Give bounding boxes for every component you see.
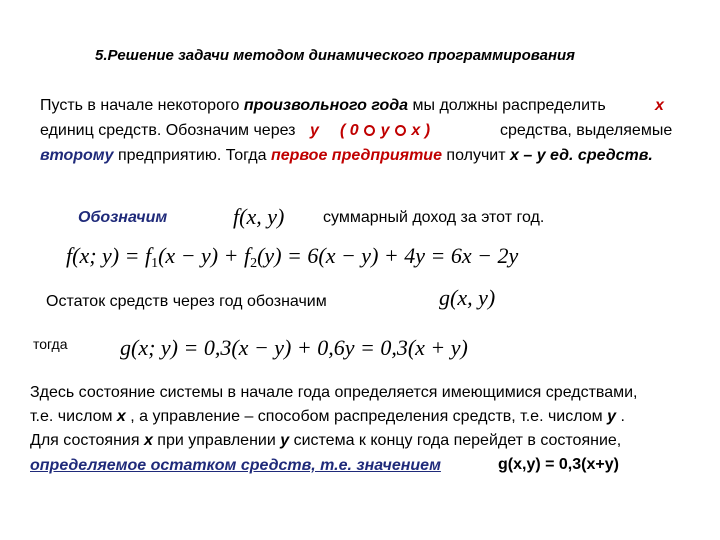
text: .	[616, 408, 625, 425]
args: (x; y) =	[72, 243, 145, 268]
var-x: x	[655, 97, 664, 114]
func-args: (x, y)	[450, 285, 496, 310]
ineq-open: ( 0	[340, 122, 359, 139]
text: получит	[441, 147, 511, 164]
para2-line4: определяемое остатком средств, т.е. значением	[30, 457, 441, 474]
para2-line1: Здесь состояние системы в начале года определяется имеющимися средствами,	[30, 384, 638, 401]
formula-remainder: g(x; y) = 0,3(x − y) + 0,6y = 0,3(x + y)	[120, 335, 468, 360]
leq-symbol-icon	[364, 125, 375, 136]
text: мы должны распределить	[408, 97, 606, 114]
text: предприятию. Тогда	[113, 147, 271, 164]
sub2: 2	[250, 256, 258, 271]
leq-symbol-icon	[395, 125, 406, 136]
text: , а управление – способом распределения средств, т.е. числом	[125, 408, 608, 425]
para1-line1	[40, 97, 606, 115]
func-f: f	[233, 204, 240, 229]
result-formula: g(x,y) = 0,3(x+y)	[498, 456, 619, 473]
ineq-x: x )	[411, 122, 431, 139]
para2-line2	[30, 408, 625, 426]
para1-line2b: средства, выделяемые	[500, 122, 673, 139]
sub1: 1	[151, 256, 159, 271]
text-emph: произвольного года	[243, 97, 409, 114]
text: система к концу года перейдет в состояние,	[289, 432, 622, 449]
var-y: y	[280, 432, 290, 449]
formula-income	[66, 243, 518, 272]
text: Пусть в начале некоторого	[40, 97, 244, 114]
part2: (y) = 6(x − y) + 4y = 6x − 2y	[257, 243, 519, 268]
def-function	[233, 204, 284, 230]
then-label: тогда	[33, 336, 68, 352]
remainder-function	[439, 285, 495, 311]
f: f	[66, 243, 73, 268]
f1: f	[144, 243, 152, 268]
def-desc: суммарный доход за этот год.	[323, 209, 545, 226]
remainder-label: Остаток средств через год обозначим	[46, 293, 327, 310]
text-emph: x – y ед. средств.	[510, 147, 653, 164]
text-emph: первое предприятие	[270, 147, 442, 164]
func-g: g	[439, 285, 450, 310]
var-y: y	[310, 122, 319, 139]
para2-line3	[30, 432, 621, 450]
var-x: x	[143, 432, 153, 449]
f2: f	[243, 243, 251, 268]
part1: (x − y) +	[158, 243, 244, 268]
page-title: 5.Решение задачи методом динамического программирования	[95, 47, 575, 64]
text: Для состояния	[30, 432, 144, 449]
ineq-y: y	[380, 122, 390, 139]
para1-line2a: единиц средств. Обозначим через	[40, 122, 296, 139]
text: при управлении	[152, 432, 281, 449]
text-emph: второму	[40, 147, 114, 164]
var-y: y	[607, 408, 616, 425]
func-args: (x, y)	[239, 204, 285, 229]
para1-line3	[40, 147, 653, 165]
def-label: Обозначим	[78, 209, 168, 226]
inequality	[340, 122, 430, 140]
var-x: x	[116, 408, 126, 425]
text: т.е. числом	[30, 408, 117, 425]
